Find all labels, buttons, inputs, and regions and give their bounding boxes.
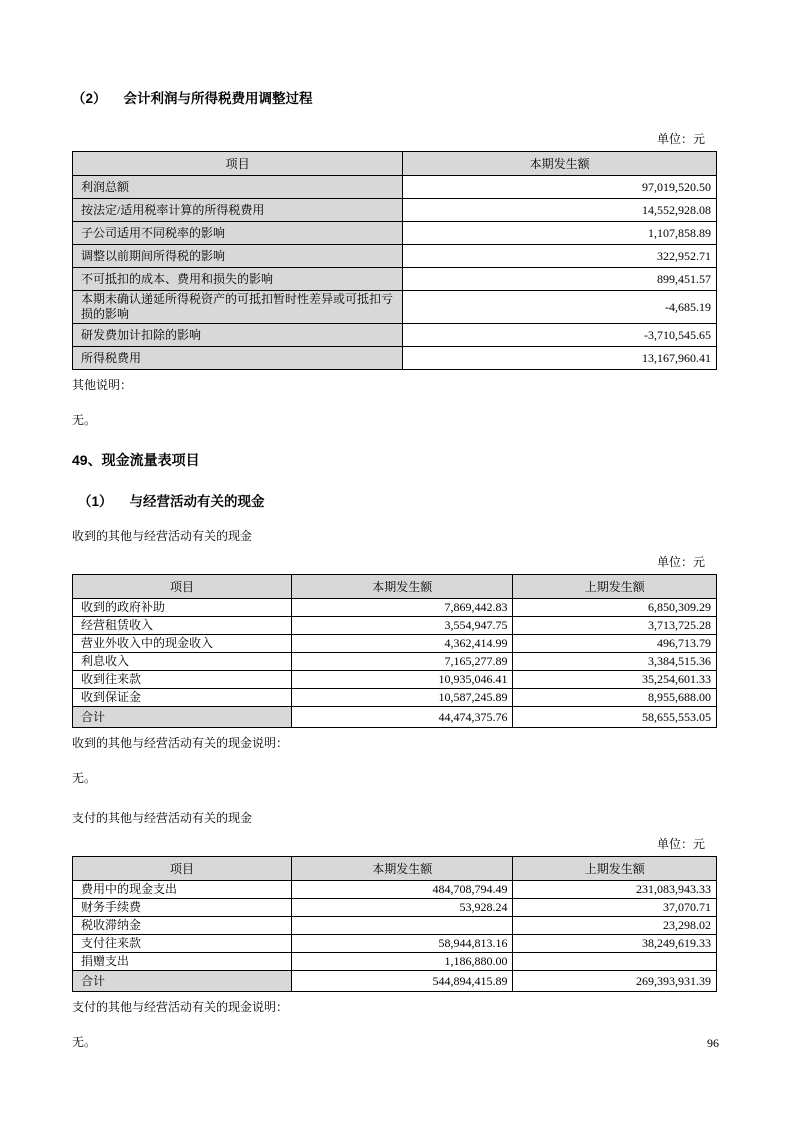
table-row	[73, 917, 717, 935]
table-row	[73, 617, 717, 635]
row-prior-value: 35,254,601.33	[513, 671, 717, 689]
table-row	[73, 653, 717, 671]
row-label: 利润总额	[73, 176, 403, 199]
table-row	[73, 953, 717, 971]
tax-adjustment-table	[72, 151, 717, 370]
row-prior-value	[513, 953, 717, 971]
row-label: 本期未确认递延所得税资产的可抵扣暂时性差异或可抵扣亏损的影响	[73, 291, 403, 324]
table-row	[73, 245, 717, 268]
paid-cash-caption: 支付的其他与经营活动有关的现金	[72, 811, 253, 825]
total-current-value: 544,894,415.89	[291, 971, 513, 992]
row-value: -4,685.19	[403, 291, 717, 324]
other-notes-label: 其他说明：	[72, 378, 133, 392]
row-value: 322,952.71	[403, 245, 717, 268]
row-label: 所得税费用	[73, 347, 403, 370]
row-prior-value: 6,850,309.29	[513, 599, 717, 617]
row-current-value: 10,587,245.89	[291, 689, 513, 707]
row-current-value: 58,944,813.16	[291, 935, 513, 953]
row-current-value: 1,186,880.00	[291, 953, 513, 971]
row-label: 捐赠支出	[73, 953, 292, 971]
table-row	[73, 347, 717, 370]
row-label: 调整以前期间所得税的影响	[73, 245, 403, 268]
unit-label: 单位：元	[656, 555, 705, 569]
row-label: 收到保证金	[73, 689, 292, 707]
paid-cash-table	[72, 856, 717, 992]
column-header-item: 项目	[73, 857, 292, 881]
table-header-row	[73, 575, 717, 599]
heading-operating-cash-number: （1）	[78, 494, 113, 509]
table-row	[73, 689, 717, 707]
table-row	[73, 599, 717, 617]
page-number: 96	[707, 1036, 719, 1050]
row-label: 子公司适用不同税率的影响	[73, 222, 403, 245]
column-header-prior-amount: 上期发生额	[513, 575, 717, 599]
row-label: 利息收入	[73, 653, 292, 671]
row-label: 研发费加计扣除的影响	[73, 324, 403, 347]
total-prior-value: 58,655,553.05	[513, 707, 717, 728]
row-current-value: 7,869,442.83	[291, 599, 513, 617]
unit-label: 单位：元	[656, 132, 705, 146]
row-prior-value: 37,070.71	[513, 899, 717, 917]
column-header-current-amount: 本期发生额	[403, 152, 717, 176]
table-total-row	[73, 971, 717, 992]
row-label: 费用中的现金支出	[73, 881, 292, 899]
table-header-row	[73, 152, 717, 176]
row-prior-value: 3,713,725.28	[513, 617, 717, 635]
row-label: 支付往来款	[73, 935, 292, 953]
row-current-value	[291, 917, 513, 935]
heading-tax-adjustment	[72, 91, 717, 107]
row-prior-value: 496,713.79	[513, 635, 717, 653]
row-label: 不可抵扣的成本、费用和损失的影响	[73, 268, 403, 291]
row-current-value: 53,928.24	[291, 899, 513, 917]
heading-cashflow-items: 49、现金流量表项目	[72, 452, 200, 468]
row-current-value: 10,935,046.41	[291, 671, 513, 689]
row-current-value: 3,554,947.75	[291, 617, 513, 635]
table-row	[73, 176, 717, 199]
received-cash-note-content: 无。	[72, 771, 97, 785]
row-label: 税收滞纳金	[73, 917, 292, 935]
total-prior-value: 269,393,931.39	[513, 971, 717, 992]
column-header-item: 项目	[73, 152, 403, 176]
table-row	[73, 881, 717, 899]
table-row	[73, 222, 717, 245]
row-current-value: 4,362,414.99	[291, 635, 513, 653]
row-prior-value: 3,384,515.36	[513, 653, 717, 671]
paid-cash-note-content: 无。	[72, 1035, 97, 1049]
total-label: 合计	[73, 971, 292, 992]
total-current-value: 44,474,375.76	[291, 707, 513, 728]
row-label: 收到往来款	[73, 671, 292, 689]
table-row	[73, 899, 717, 917]
row-label: 经营租赁收入	[73, 617, 292, 635]
table-row	[73, 635, 717, 653]
other-notes-content: 无。	[72, 413, 97, 427]
paid-cash-note-label: 支付的其他与经营活动有关的现金说明：	[72, 1000, 289, 1014]
row-value: 1,107,858.89	[403, 222, 717, 245]
row-prior-value: 23,298.02	[513, 917, 717, 935]
column-header-prior-amount: 上期发生额	[513, 857, 717, 881]
table-row	[73, 671, 717, 689]
row-current-value: 484,708,794.49	[291, 881, 513, 899]
row-value: 14,552,928.08	[403, 199, 717, 222]
row-prior-value: 38,249,619.33	[513, 935, 717, 953]
row-label: 按法定/适用税率计算的所得税费用	[73, 199, 403, 222]
column-header-current-amount: 本期发生额	[291, 857, 513, 881]
row-value: 899,451.57	[403, 268, 717, 291]
row-label: 收到的政府补助	[73, 599, 292, 617]
table-row	[73, 199, 717, 222]
row-label: 财务手续费	[73, 899, 292, 917]
row-value: 13,167,960.41	[403, 347, 717, 370]
heading-operating-cash	[78, 494, 717, 510]
table-row	[73, 268, 717, 291]
received-cash-note-label: 收到的其他与经营活动有关的现金说明：	[72, 736, 289, 750]
row-prior-value: 231,083,943.33	[513, 881, 717, 899]
column-header-item: 项目	[73, 575, 292, 599]
received-cash-caption: 收到的其他与经营活动有关的现金	[72, 529, 253, 543]
table-row	[73, 935, 717, 953]
table-row	[73, 291, 717, 324]
row-label: 营业外收入中的现金收入	[73, 635, 292, 653]
row-value: 97,019,520.50	[403, 176, 717, 199]
received-cash-table	[72, 574, 717, 728]
table-header-row	[73, 857, 717, 881]
total-label: 合计	[73, 707, 292, 728]
column-header-current-amount: 本期发生额	[291, 575, 513, 599]
row-current-value: 7,165,277.89	[291, 653, 513, 671]
table-total-row	[73, 707, 717, 728]
heading-tax-adjustment-number: （2）	[72, 91, 107, 106]
row-value: -3,710,545.65	[403, 324, 717, 347]
heading-operating-cash-title: 与经营活动有关的现金	[129, 494, 265, 509]
unit-label: 单位：元	[656, 837, 705, 851]
row-prior-value: 8,955,688.00	[513, 689, 717, 707]
table-row	[73, 324, 717, 347]
heading-tax-adjustment-title: 会计利润与所得税费用调整过程	[123, 91, 313, 106]
